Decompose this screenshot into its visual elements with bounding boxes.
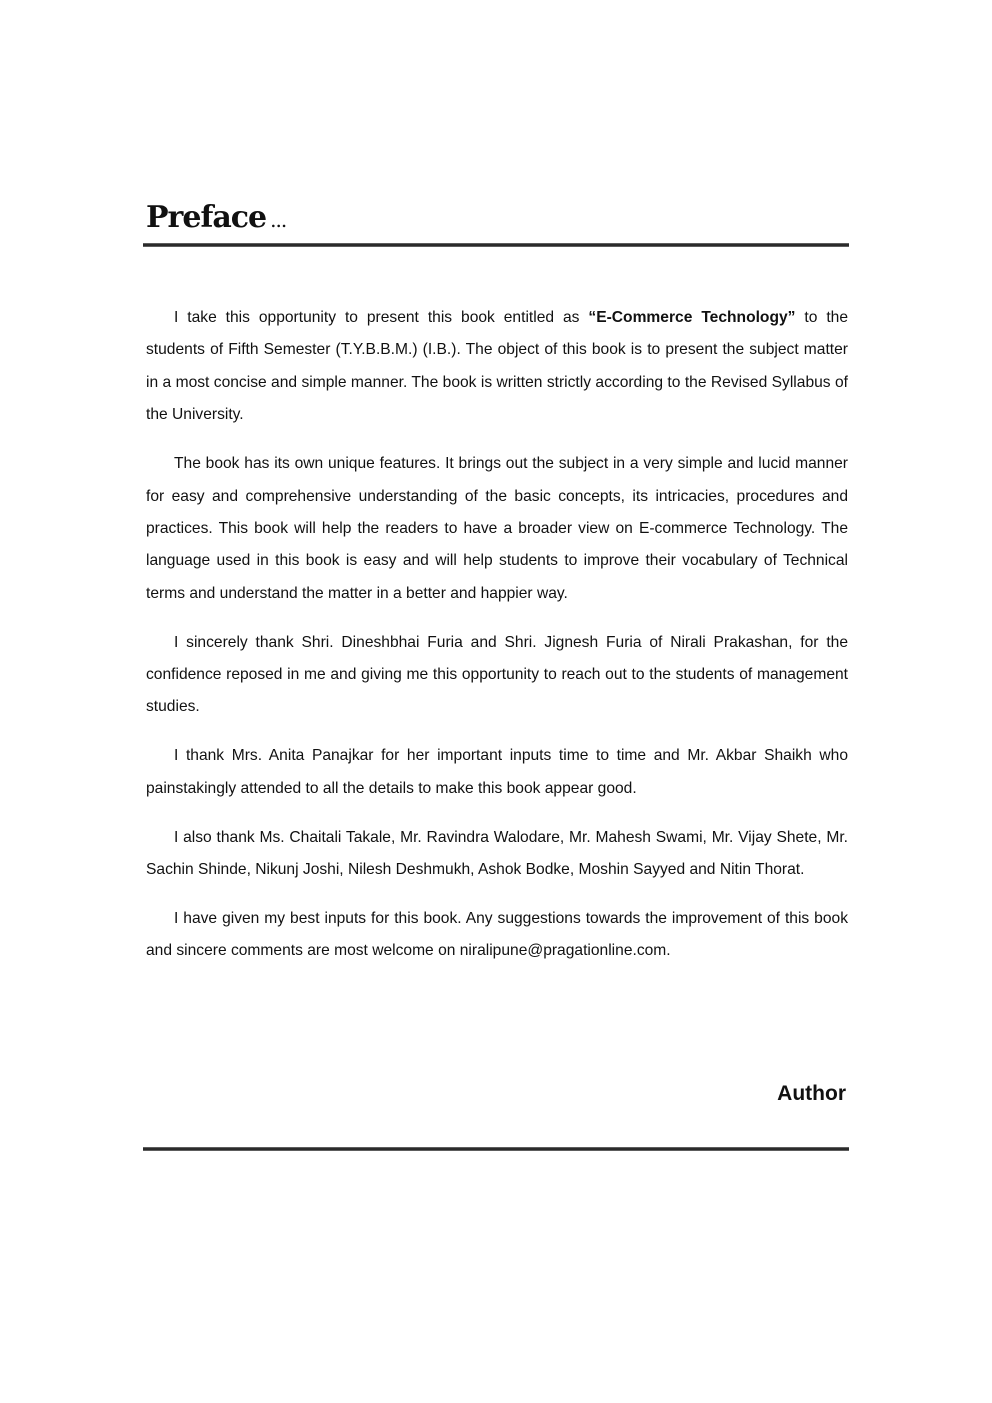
book-title: “E-Commerce Technology” <box>588 309 796 326</box>
paragraph <box>146 302 848 432</box>
preface-body <box>146 302 848 984</box>
paragraph-text: to the students of Fifth Semester (T.Y.B.B.M.) (I.B.). The object of this book is to present the subject matter in a most concise and simple manner. The book is written strictly according to the Revised Syllabus of the University. <box>146 309 849 424</box>
bottom-divider <box>143 1147 849 1151</box>
paragraph: I also thank Ms. Chaitali Takale, Mr. Ravindra Walodare, Mr. Mahesh Swami, Mr. Vijay Shete, Mr. Sachin Shinde, Nikunj Joshi, Nilesh Deshmukh, Ashok Bodke, Moshin Sayyed and Nitin Thorat. <box>146 828 848 879</box>
title-ellipsis: ... <box>270 208 287 232</box>
title-text: Preface <box>146 200 267 235</box>
paragraph: I sincerely thank Shri. Dineshbhai Furia and Shri. Jignesh Furia of Nirali Prakashan, for the confidence reposed in me and giving me this opportunity to reach out to the students of management studies. <box>146 633 848 716</box>
paragraph: I have given my best inputs for this book. Any suggestions towards the improvement of this book and sincere comments are most welcome on niralipune@pragationline.com. <box>146 910 848 960</box>
author-signature: Author <box>777 1082 846 1105</box>
top-divider <box>143 243 849 247</box>
paragraph: The book has its own unique features. It brings out the subject in a very simple and lucid manner for easy and comprehensive understanding of the basic concepts, its intricacies, procedures and practices. This book will help the readers to have a broader view on E-commerce Technology. The language used in this book is easy and will help students to improve their vocabulary of Technical terms and understand the matter in a better and happier way. <box>146 455 848 602</box>
page-title <box>146 200 286 235</box>
paragraph-text: I take this opportunity to present this book entitled as <box>174 309 589 326</box>
paragraph: I thank Mrs. Anita Panajkar for her important inputs time to time and Mr. Akbar Shaikh who painstakingly attended to all the details to make this book appear good. <box>146 747 848 797</box>
